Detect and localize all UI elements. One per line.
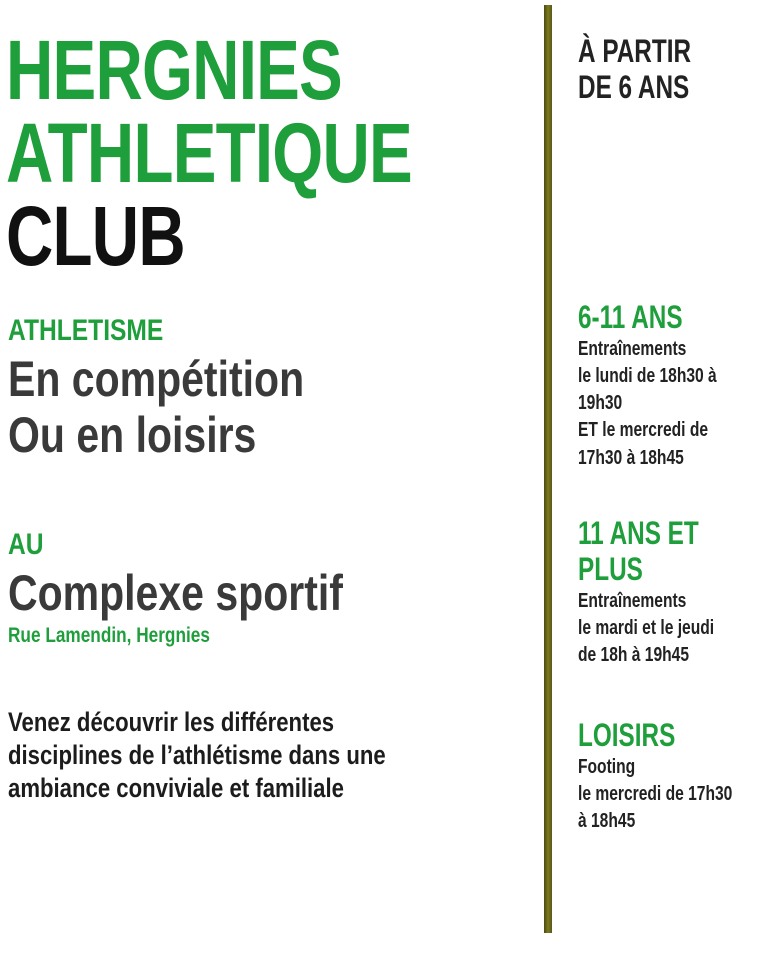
- schedule-11-plus-line: Entraînements: [578, 589, 687, 612]
- schedule-11-plus-line: le mardi et le jeudi: [578, 616, 715, 639]
- invite-line-3: ambiance conviviale et familiale: [8, 772, 344, 803]
- venue-address: Rue Lamendin, Hergnies: [8, 624, 210, 647]
- schedule-loisirs-line: le mercredi de 17h30: [578, 783, 733, 806]
- schedule-6-11-line: Entraînements: [578, 337, 687, 360]
- venue-label: AU: [8, 528, 44, 561]
- schedule-loisirs-line: Footing: [578, 755, 636, 778]
- age-line-2: DE 6 ANS: [578, 68, 690, 105]
- venue-name: Complexe sportif: [8, 565, 343, 621]
- activity-line-1: En compétition: [8, 351, 305, 407]
- vertical-divider: [544, 5, 552, 933]
- schedule-6-11: [578, 300, 756, 472]
- activity-line-2: Ou en loisirs: [8, 407, 257, 463]
- invite-line-2: disciplines de l’athlétisme dans une: [8, 739, 386, 770]
- schedule-loisirs: [578, 718, 768, 835]
- club-title-line-2: ATHLETIQUE: [6, 106, 412, 200]
- schedule-loisirs-line: à 18h45: [578, 810, 636, 833]
- schedule-6-11-line: 19h30: [578, 392, 623, 415]
- club-title-line-3: CLUB: [6, 189, 185, 283]
- club-title-line-1: HERGNIES: [6, 23, 342, 117]
- schedule-11-plus: [578, 516, 753, 669]
- club-title: [6, 23, 526, 283]
- invite-line-1: Venez découvrir les différentes: [8, 707, 335, 737]
- activity-label: ATHLETISME: [8, 314, 164, 347]
- schedule-11-plus-title-2: PLUS: [578, 550, 643, 587]
- schedule-11-plus-line: de 18h à 19h45: [578, 644, 690, 667]
- invite-text: [8, 706, 469, 805]
- activity-block: [8, 314, 369, 463]
- schedule-11-plus-title-1: 11 ANS ET: [578, 515, 699, 551]
- schedule-6-11-title: 6-11 ANS: [578, 299, 683, 335]
- schedule-6-11-line: 17h30 à 18h45: [578, 446, 684, 469]
- schedule-6-11-line: le lundi de 18h30 à: [578, 365, 717, 388]
- venue-block: [8, 528, 416, 648]
- schedule-6-11-line: ET le mercredi de: [578, 419, 709, 442]
- schedule-loisirs-title: LOISIRS: [578, 717, 676, 753]
- age-line-1: À PARTIR: [578, 33, 692, 69]
- age-block: [578, 34, 727, 106]
